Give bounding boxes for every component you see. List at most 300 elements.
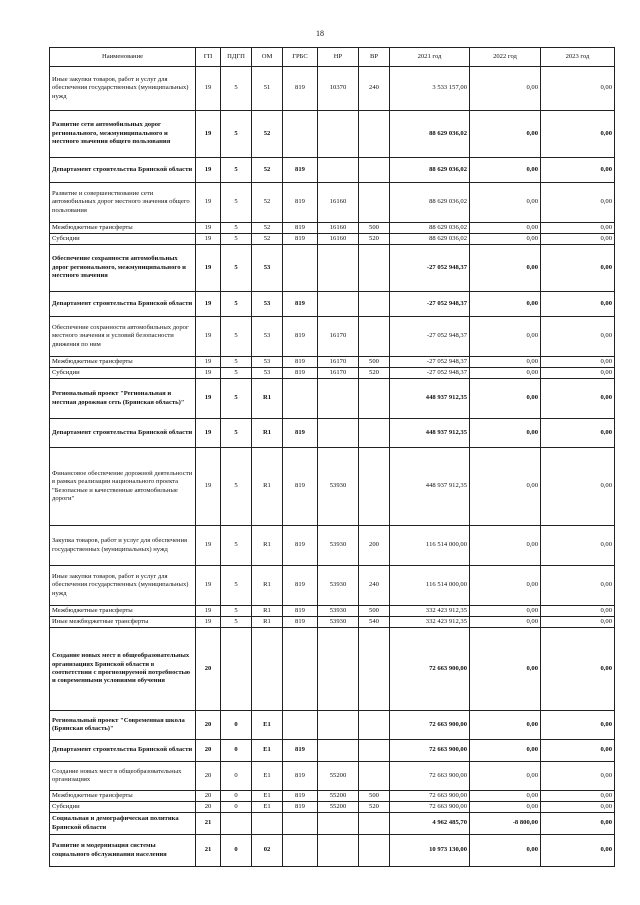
- cell-vr: [359, 419, 390, 448]
- cell-gp: 20: [196, 711, 221, 740]
- col-header-om: ОМ: [252, 48, 283, 67]
- cell-nr: 16170: [318, 317, 359, 357]
- cell-pgp: 5: [221, 111, 252, 158]
- cell-om: E1: [252, 762, 283, 791]
- cell-y2023: 0,00: [541, 245, 615, 292]
- table-row: [50, 762, 615, 791]
- cell-y2023: 0,00: [541, 223, 615, 234]
- cell-y2023: 0,00: [541, 67, 615, 111]
- table-row: [50, 368, 615, 379]
- col-header-pdgp: ПДГП: [221, 48, 252, 67]
- cell-y2023: 0,00: [541, 448, 615, 526]
- cell-y2021: 448 937 912,35: [390, 419, 470, 448]
- cell-om: [252, 628, 283, 711]
- cell-gp: 19: [196, 606, 221, 617]
- cell-y2022: 0,00: [470, 711, 541, 740]
- cell-y2023: 0,00: [541, 566, 615, 606]
- cell-y2021: 10 973 130,00: [390, 835, 470, 867]
- cell-y2022: 0,00: [470, 317, 541, 357]
- cell-grbs: 819: [283, 67, 318, 111]
- col-header-2023: 2023 год: [541, 48, 615, 67]
- cell-y2022: 0,00: [470, 357, 541, 368]
- cell-y2023: 0,00: [541, 111, 615, 158]
- cell-om: R1: [252, 526, 283, 566]
- col-header-gp: ГП: [196, 48, 221, 67]
- cell-grbs: 819: [283, 762, 318, 791]
- cell-grbs: [283, 813, 318, 835]
- cell-pgp: 5: [221, 245, 252, 292]
- cell-gp: 19: [196, 223, 221, 234]
- table-row: [50, 813, 615, 835]
- cell-nr: [318, 111, 359, 158]
- cell-name: Межбюджетные трансферты: [50, 606, 196, 617]
- cell-grbs: [283, 628, 318, 711]
- cell-y2021: 116 514 000,00: [390, 526, 470, 566]
- cell-om: E1: [252, 791, 283, 802]
- cell-name: Департамент строительства Брянской области: [50, 419, 196, 448]
- cell-nr: 53930: [318, 448, 359, 526]
- cell-y2022: 0,00: [470, 566, 541, 606]
- cell-nr: 55200: [318, 762, 359, 791]
- cell-y2022: 0,00: [470, 158, 541, 183]
- cell-name: Иные закупки товаров, работ и услуг для обеспечения государственных (муниципальных) нужд: [50, 566, 196, 606]
- cell-nr: 16170: [318, 357, 359, 368]
- cell-y2023: 0,00: [541, 740, 615, 762]
- cell-om: R1: [252, 606, 283, 617]
- cell-gp: 19: [196, 526, 221, 566]
- cell-om: 52: [252, 234, 283, 245]
- cell-pgp: 0: [221, 762, 252, 791]
- cell-vr: 200: [359, 526, 390, 566]
- cell-om: 51: [252, 67, 283, 111]
- col-header-grbs: ГРБС: [283, 48, 318, 67]
- cell-name: Создание новых мест в общеобразовательных организациях Брянской области в соответствии с прогнозируемой потребностью и современными условиями обучения: [50, 628, 196, 711]
- table-row: [50, 835, 615, 867]
- cell-name: Обеспечение сохранности автомобильных дорог регионального, межмуниципального и местного значения: [50, 245, 196, 292]
- cell-y2023: 0,00: [541, 368, 615, 379]
- cell-vr: 500: [359, 606, 390, 617]
- cell-om: 52: [252, 183, 283, 223]
- cell-y2021: -27 052 948,37: [390, 292, 470, 317]
- cell-om: 53: [252, 245, 283, 292]
- cell-vr: [359, 762, 390, 791]
- cell-pgp: 5: [221, 183, 252, 223]
- cell-pgp: 5: [221, 357, 252, 368]
- cell-y2022: 0,00: [470, 234, 541, 245]
- cell-pgp: 0: [221, 802, 252, 813]
- cell-gp: 19: [196, 317, 221, 357]
- cell-y2022: 0,00: [470, 526, 541, 566]
- cell-y2021: 72 663 900,00: [390, 791, 470, 802]
- cell-grbs: 819: [283, 368, 318, 379]
- table-row: [50, 617, 615, 628]
- cell-y2023: 0,00: [541, 606, 615, 617]
- cell-pgp: 5: [221, 234, 252, 245]
- cell-vr: [359, 292, 390, 317]
- table-row: [50, 802, 615, 813]
- cell-pgp: [221, 628, 252, 711]
- cell-pgp: 0: [221, 835, 252, 867]
- cell-grbs: 819: [283, 606, 318, 617]
- cell-nr: [318, 711, 359, 740]
- table-row: [50, 111, 615, 158]
- cell-name: Развитие и совершенствование сети автомобильных дорог местного значения общего пользования: [50, 183, 196, 223]
- cell-nr: 55200: [318, 791, 359, 802]
- cell-y2021: 448 937 912,35: [390, 448, 470, 526]
- table-row: [50, 245, 615, 292]
- cell-nr: 53930: [318, 526, 359, 566]
- cell-pgp: 0: [221, 711, 252, 740]
- cell-vr: [359, 158, 390, 183]
- cell-nr: [318, 813, 359, 835]
- cell-name: Иные закупки товаров, работ и услуг для обеспечения государственных (муниципальных) нужд: [50, 67, 196, 111]
- col-header-2021: 2021 год: [390, 48, 470, 67]
- cell-y2022: -8 800,00: [470, 813, 541, 835]
- cell-name: Финансовое обеспечение дорожной деятельности в рамках реализации национального проекта "Безопасные и качественные автомобильные дороги": [50, 448, 196, 526]
- table-row: [50, 317, 615, 357]
- cell-om: 02: [252, 835, 283, 867]
- cell-grbs: 819: [283, 526, 318, 566]
- cell-grbs: 819: [283, 448, 318, 526]
- cell-nr: 16160: [318, 234, 359, 245]
- cell-om: E1: [252, 711, 283, 740]
- cell-grbs: 819: [283, 357, 318, 368]
- cell-name: Департамент строительства Брянской области: [50, 740, 196, 762]
- table-row: [50, 711, 615, 740]
- cell-y2021: -27 052 948,37: [390, 357, 470, 368]
- cell-y2022: 0,00: [470, 802, 541, 813]
- cell-y2023: 0,00: [541, 617, 615, 628]
- table-row: [50, 379, 615, 419]
- cell-gp: 20: [196, 762, 221, 791]
- cell-vr: 520: [359, 234, 390, 245]
- cell-grbs: 819: [283, 317, 318, 357]
- table-row: [50, 223, 615, 234]
- cell-y2022: 0,00: [470, 762, 541, 791]
- cell-y2023: 0,00: [541, 526, 615, 566]
- cell-y2023: 0,00: [541, 762, 615, 791]
- cell-gp: 21: [196, 835, 221, 867]
- table-row: [50, 234, 615, 245]
- cell-grbs: [283, 379, 318, 419]
- table-row: [50, 183, 615, 223]
- cell-gp: 19: [196, 448, 221, 526]
- cell-vr: [359, 740, 390, 762]
- cell-name: Развитие и модернизация системы социального обслуживания населения: [50, 835, 196, 867]
- cell-pgp: 5: [221, 158, 252, 183]
- cell-y2023: 0,00: [541, 357, 615, 368]
- cell-nr: 16170: [318, 368, 359, 379]
- cell-y2021: 88 629 036,02: [390, 111, 470, 158]
- cell-y2021: 88 629 036,02: [390, 234, 470, 245]
- cell-pgp: 5: [221, 617, 252, 628]
- cell-y2021: 72 663 900,00: [390, 762, 470, 791]
- cell-gp: 19: [196, 357, 221, 368]
- cell-y2022: 0,00: [470, 245, 541, 292]
- cell-gp: 19: [196, 566, 221, 606]
- table-body: [50, 67, 615, 867]
- cell-name: Развитие сети автомобильных дорог регионального, межмуниципального и местного значения общего пользования: [50, 111, 196, 158]
- table-row: [50, 628, 615, 711]
- cell-y2022: 0,00: [470, 628, 541, 711]
- cell-name: Социальная и демографическая политика Брянской области: [50, 813, 196, 835]
- cell-y2021: 88 629 036,02: [390, 158, 470, 183]
- cell-name: Департамент строительства Брянской области: [50, 292, 196, 317]
- cell-gp: 19: [196, 419, 221, 448]
- cell-grbs: 819: [283, 791, 318, 802]
- cell-vr: 540: [359, 617, 390, 628]
- cell-grbs: 819: [283, 566, 318, 606]
- cell-vr: 240: [359, 566, 390, 606]
- col-header-2022: 2022 год: [470, 48, 541, 67]
- cell-name: Межбюджетные трансферты: [50, 223, 196, 234]
- col-header-name: Наименование: [50, 48, 196, 67]
- cell-y2022: 0,00: [470, 111, 541, 158]
- cell-name: Межбюджетные трансферты: [50, 357, 196, 368]
- cell-vr: [359, 448, 390, 526]
- cell-nr: [318, 835, 359, 867]
- cell-y2021: -27 052 948,37: [390, 245, 470, 292]
- cell-pgp: 5: [221, 368, 252, 379]
- cell-grbs: 819: [283, 292, 318, 317]
- cell-grbs: 819: [283, 223, 318, 234]
- page-number: 18: [316, 29, 324, 38]
- cell-om: R1: [252, 617, 283, 628]
- cell-grbs: 819: [283, 158, 318, 183]
- cell-nr: 55200: [318, 802, 359, 813]
- cell-y2021: 3 533 157,00: [390, 67, 470, 111]
- cell-gp: 21: [196, 813, 221, 835]
- cell-grbs: [283, 711, 318, 740]
- cell-om: 53: [252, 292, 283, 317]
- cell-vr: 500: [359, 357, 390, 368]
- cell-grbs: [283, 835, 318, 867]
- cell-pgp: 5: [221, 67, 252, 111]
- cell-nr: 53930: [318, 617, 359, 628]
- cell-vr: [359, 379, 390, 419]
- cell-vr: 520: [359, 802, 390, 813]
- cell-name: Закупка товаров, работ и услуг для обеспечения государственных (муниципальных) нужд: [50, 526, 196, 566]
- cell-y2022: 0,00: [470, 379, 541, 419]
- cell-y2022: 0,00: [470, 292, 541, 317]
- cell-nr: 16160: [318, 223, 359, 234]
- cell-nr: [318, 379, 359, 419]
- cell-nr: [318, 292, 359, 317]
- cell-nr: [318, 628, 359, 711]
- cell-vr: [359, 813, 390, 835]
- cell-name: Департамент строительства Брянской области: [50, 158, 196, 183]
- cell-gp: 19: [196, 234, 221, 245]
- cell-vr: 520: [359, 368, 390, 379]
- cell-pgp: 5: [221, 566, 252, 606]
- cell-gp: 19: [196, 617, 221, 628]
- table-row: [50, 791, 615, 802]
- cell-om: R1: [252, 448, 283, 526]
- cell-y2022: 0,00: [470, 419, 541, 448]
- cell-nr: [318, 158, 359, 183]
- cell-name: Иные межбюджетные трансферты: [50, 617, 196, 628]
- cell-y2022: 0,00: [470, 223, 541, 234]
- cell-name: Обеспечение сохранности автомобильных дорог местного значения и условий безопасности движения по ним: [50, 317, 196, 357]
- cell-y2021: 88 629 036,02: [390, 183, 470, 223]
- cell-gp: 19: [196, 158, 221, 183]
- cell-vr: [359, 183, 390, 223]
- cell-om: R1: [252, 566, 283, 606]
- cell-pgp: 5: [221, 448, 252, 526]
- table-row: [50, 67, 615, 111]
- cell-gp: 19: [196, 379, 221, 419]
- col-header-vr: ВР: [359, 48, 390, 67]
- cell-vr: 500: [359, 791, 390, 802]
- cell-grbs: 819: [283, 419, 318, 448]
- cell-vr: [359, 711, 390, 740]
- cell-nr: [318, 419, 359, 448]
- cell-pgp: 5: [221, 606, 252, 617]
- cell-y2021: -27 052 948,37: [390, 368, 470, 379]
- cell-om: R1: [252, 379, 283, 419]
- budget-table: [49, 47, 615, 867]
- cell-gp: 19: [196, 292, 221, 317]
- col-header-nr: НР: [318, 48, 359, 67]
- cell-gp: 19: [196, 111, 221, 158]
- cell-pgp: 0: [221, 791, 252, 802]
- cell-name: Региональный проект "Региональная и местная дорожная сеть (Брянская область)": [50, 379, 196, 419]
- cell-y2021: 72 663 900,00: [390, 711, 470, 740]
- cell-grbs: 819: [283, 617, 318, 628]
- cell-grbs: [283, 111, 318, 158]
- cell-y2021: 72 663 900,00: [390, 740, 470, 762]
- cell-y2022: 0,00: [470, 368, 541, 379]
- cell-vr: 240: [359, 67, 390, 111]
- cell-y2021: 116 514 000,00: [390, 566, 470, 606]
- table-row: [50, 292, 615, 317]
- cell-y2023: 0,00: [541, 317, 615, 357]
- table-row: [50, 526, 615, 566]
- cell-pgp: 5: [221, 223, 252, 234]
- cell-om: R1: [252, 419, 283, 448]
- table-row: [50, 419, 615, 448]
- cell-y2023: 0,00: [541, 791, 615, 802]
- cell-name: Межбюджетные трансферты: [50, 791, 196, 802]
- cell-y2023: 0,00: [541, 835, 615, 867]
- cell-nr: 10370: [318, 67, 359, 111]
- cell-vr: [359, 111, 390, 158]
- cell-name: Субсидии: [50, 234, 196, 245]
- cell-nr: 53930: [318, 606, 359, 617]
- cell-gp: 20: [196, 628, 221, 711]
- table-row: [50, 606, 615, 617]
- cell-y2021: 4 962 485,70: [390, 813, 470, 835]
- cell-y2021: 448 937 912,35: [390, 379, 470, 419]
- cell-grbs: 819: [283, 183, 318, 223]
- cell-gp: 19: [196, 368, 221, 379]
- cell-pgp: [221, 813, 252, 835]
- table-row: [50, 740, 615, 762]
- cell-grbs: 819: [283, 802, 318, 813]
- cell-om: 52: [252, 223, 283, 234]
- cell-y2021: 332 423 912,35: [390, 606, 470, 617]
- cell-y2023: 0,00: [541, 234, 615, 245]
- cell-grbs: [283, 245, 318, 292]
- cell-gp: 19: [196, 245, 221, 292]
- cell-pgp: 5: [221, 317, 252, 357]
- cell-gp: 20: [196, 802, 221, 813]
- cell-vr: [359, 835, 390, 867]
- cell-pgp: 0: [221, 740, 252, 762]
- cell-name: Субсидии: [50, 802, 196, 813]
- cell-om: 53: [252, 317, 283, 357]
- cell-name: Региональный проект "Современная школа (Брянская область)": [50, 711, 196, 740]
- cell-y2021: 72 663 900,00: [390, 628, 470, 711]
- cell-pgp: 5: [221, 379, 252, 419]
- cell-y2023: 0,00: [541, 802, 615, 813]
- cell-vr: 500: [359, 223, 390, 234]
- cell-grbs: 819: [283, 234, 318, 245]
- cell-y2022: 0,00: [470, 183, 541, 223]
- cell-om: E1: [252, 802, 283, 813]
- table-row: [50, 566, 615, 606]
- cell-y2021: 332 423 912,35: [390, 617, 470, 628]
- table-row: [50, 357, 615, 368]
- cell-y2022: 0,00: [470, 740, 541, 762]
- cell-om: 52: [252, 111, 283, 158]
- cell-om: 53: [252, 357, 283, 368]
- cell-om: [252, 813, 283, 835]
- cell-gp: 20: [196, 791, 221, 802]
- cell-y2022: 0,00: [470, 448, 541, 526]
- cell-y2023: 0,00: [541, 379, 615, 419]
- cell-nr: 16160: [318, 183, 359, 223]
- cell-y2023: 0,00: [541, 419, 615, 448]
- cell-vr: [359, 245, 390, 292]
- cell-grbs: 819: [283, 740, 318, 762]
- cell-y2023: 0,00: [541, 183, 615, 223]
- table-header-row: [50, 48, 615, 67]
- cell-y2022: 0,00: [470, 791, 541, 802]
- cell-y2022: 0,00: [470, 606, 541, 617]
- cell-y2021: 72 663 900,00: [390, 802, 470, 813]
- cell-vr: [359, 628, 390, 711]
- cell-pgp: 5: [221, 292, 252, 317]
- cell-pgp: 5: [221, 526, 252, 566]
- cell-y2023: 0,00: [541, 628, 615, 711]
- cell-pgp: 5: [221, 419, 252, 448]
- cell-name: Создание новых мест в общеобразовательных организациях: [50, 762, 196, 791]
- cell-om: 52: [252, 158, 283, 183]
- cell-nr: [318, 740, 359, 762]
- cell-gp: 20: [196, 740, 221, 762]
- cell-y2023: 0,00: [541, 158, 615, 183]
- cell-om: E1: [252, 740, 283, 762]
- cell-gp: 19: [196, 67, 221, 111]
- cell-om: 53: [252, 368, 283, 379]
- cell-y2023: 0,00: [541, 711, 615, 740]
- cell-y2022: 0,00: [470, 617, 541, 628]
- cell-y2022: 0,00: [470, 835, 541, 867]
- cell-y2021: 88 629 036,02: [390, 223, 470, 234]
- cell-y2021: -27 052 948,37: [390, 317, 470, 357]
- cell-y2022: 0,00: [470, 67, 541, 111]
- cell-nr: [318, 245, 359, 292]
- cell-y2023: 0,00: [541, 292, 615, 317]
- cell-name: Субсидии: [50, 368, 196, 379]
- table-row: [50, 448, 615, 526]
- table-row: [50, 158, 615, 183]
- cell-vr: [359, 317, 390, 357]
- cell-gp: 19: [196, 183, 221, 223]
- cell-y2023: 0,00: [541, 813, 615, 835]
- cell-nr: 53930: [318, 566, 359, 606]
